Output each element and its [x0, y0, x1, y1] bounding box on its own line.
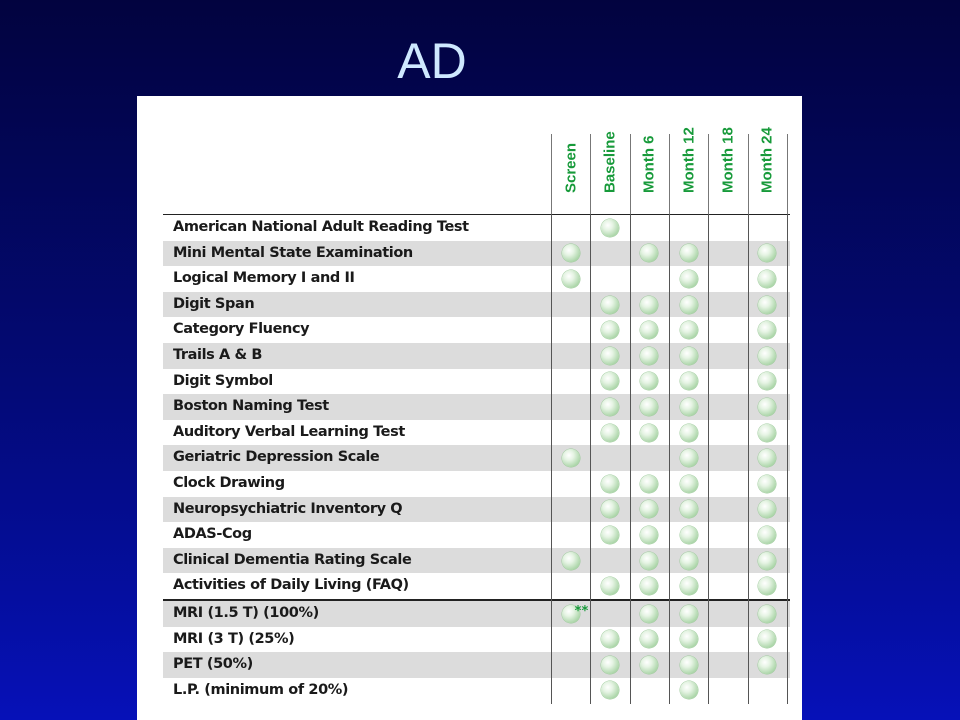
row-label: Auditory Verbal Learning Test [173, 423, 405, 440]
schedule-dot [680, 681, 698, 699]
column-header-label: Month 12 [680, 127, 698, 193]
schedule-dot [640, 526, 658, 544]
column-divider [787, 214, 788, 704]
schedule-dot [601, 577, 619, 595]
schedule-dot [758, 552, 776, 570]
schedule-dot [601, 321, 619, 339]
schedule-dot [601, 219, 619, 237]
schedule-dot [601, 372, 619, 390]
schedule-dot [758, 372, 776, 390]
table-row [163, 573, 790, 599]
schedule-dot [680, 605, 698, 623]
schedule-dot [601, 526, 619, 544]
schedule-dot [640, 656, 658, 674]
row-label: Digit Span [173, 295, 255, 312]
column-header [708, 96, 747, 214]
schedule-dot [758, 347, 776, 365]
schedule-dot [640, 500, 658, 518]
schedule-dot [680, 270, 698, 288]
schedule-dot [680, 424, 698, 442]
schedule-dot [680, 347, 698, 365]
schedule-dot [601, 681, 619, 699]
table-row [163, 394, 790, 420]
table-row [163, 343, 790, 369]
row-label: MRI (3 T) (25%) [173, 630, 295, 647]
table-row [163, 241, 790, 267]
header-divider [590, 134, 591, 214]
slide-title: AD [397, 33, 467, 89]
schedule-dot [680, 552, 698, 570]
schedule-dot [640, 398, 658, 416]
schedule-dot [758, 526, 776, 544]
schedule-dot [562, 552, 580, 570]
schedule-dot [680, 526, 698, 544]
schedule-dot [601, 424, 619, 442]
row-label: Clinical Dementia Rating Scale [173, 551, 412, 568]
schedule-dot [758, 577, 776, 595]
schedule-dot [640, 296, 658, 314]
row-label: Digit Symbol [173, 372, 273, 389]
header-divider [551, 134, 552, 214]
schedule-dot [562, 244, 580, 262]
column-header-label: Month 6 [640, 135, 658, 193]
schedule-dot [601, 630, 619, 648]
row-label: MRI (1.5 T) (100%) [173, 604, 319, 621]
row-label: Mini Mental State Examination [173, 244, 413, 261]
schedule-dot [562, 449, 580, 467]
row-label: ADAS-Cog [173, 526, 252, 543]
table-row [163, 215, 790, 241]
table-body [163, 214, 790, 703]
column-header [669, 96, 708, 214]
schedule-dot [680, 500, 698, 518]
table-row [163, 369, 790, 395]
schedule-dot [758, 321, 776, 339]
schedule-dot [601, 296, 619, 314]
schedule-dot [680, 630, 698, 648]
header-divider [630, 134, 631, 214]
table-row [163, 678, 790, 704]
schedule-dot [758, 398, 776, 416]
schedule-dot [680, 296, 698, 314]
table-row [163, 317, 790, 343]
row-label: L.P. (minimum of 20%) [173, 681, 349, 698]
schedule-dot [640, 552, 658, 570]
schedule-dot [640, 347, 658, 365]
table-row [163, 420, 790, 446]
row-label: Neuropsychiatric Inventory Q [173, 500, 403, 517]
row-label: American National Adult Reading Test [173, 219, 469, 235]
schedule-dot [680, 321, 698, 339]
row-label: Activities of Daily Living (FAQ) [173, 577, 409, 594]
table-row [163, 497, 790, 523]
table-row [163, 599, 790, 627]
schedule-dot [680, 398, 698, 416]
schedule-dot [640, 321, 658, 339]
schedule-dot [758, 296, 776, 314]
schedule-dot [562, 270, 580, 288]
schedule-dot [758, 656, 776, 674]
row-label: Category Fluency [173, 321, 310, 338]
schedule-dot [680, 475, 698, 493]
schedule-dot [640, 475, 658, 493]
schedule-dot [640, 630, 658, 648]
assessment-schedule-table [137, 96, 802, 720]
row-label: Trails A & B [173, 346, 263, 363]
header-divider [708, 134, 709, 214]
schedule-dot [680, 372, 698, 390]
schedule-dot [758, 475, 776, 493]
schedule-dot [758, 605, 776, 623]
header-divider [669, 134, 670, 214]
schedule-dot [640, 577, 658, 595]
table-row [163, 522, 790, 548]
column-divider [708, 214, 709, 704]
schedule-dot [758, 270, 776, 288]
column-header [630, 96, 669, 214]
column-divider [630, 214, 631, 704]
schedule-dot [758, 630, 776, 648]
schedule-dot [640, 372, 658, 390]
schedule-dot [680, 244, 698, 262]
table-row [163, 471, 790, 497]
column-header [748, 96, 787, 214]
schedule-dot [758, 449, 776, 467]
column-divider [669, 214, 670, 704]
header-divider [748, 134, 749, 214]
schedule-dot [680, 656, 698, 674]
schedule-dot [680, 449, 698, 467]
column-header-label: Month 18 [719, 127, 737, 193]
row-label: PET (50%) [173, 656, 253, 673]
column-header [590, 96, 629, 214]
table-row [163, 292, 790, 318]
table-row [163, 266, 790, 292]
schedule-dot [601, 398, 619, 416]
schedule-dot [601, 500, 619, 518]
schedule-dot [758, 424, 776, 442]
footnote-marker: ** [574, 603, 589, 619]
table-row [163, 627, 790, 653]
column-header [551, 96, 590, 214]
schedule-dot [601, 475, 619, 493]
schedule-dot [640, 424, 658, 442]
row-label: Geriatric Depression Scale [173, 449, 380, 466]
column-header-label: Baseline [601, 131, 619, 193]
row-label: Boston Naming Test [173, 398, 329, 415]
schedule-dot [758, 500, 776, 518]
column-divider [590, 214, 591, 704]
table-row [163, 445, 790, 471]
table-row [163, 652, 790, 678]
schedule-dot [601, 347, 619, 365]
table-row [163, 548, 790, 574]
column-header-label: Month 24 [758, 127, 776, 193]
row-label: Logical Memory I and II [173, 270, 355, 287]
schedule-dot [758, 244, 776, 262]
schedule-dot [601, 656, 619, 674]
row-label: Clock Drawing [173, 474, 285, 491]
header-divider [787, 134, 788, 214]
schedule-dot [680, 577, 698, 595]
column-divider [748, 214, 749, 704]
schedule-dot [640, 605, 658, 623]
column-header-label: Screen [562, 142, 580, 193]
schedule-dot [640, 244, 658, 262]
column-divider [551, 214, 552, 704]
